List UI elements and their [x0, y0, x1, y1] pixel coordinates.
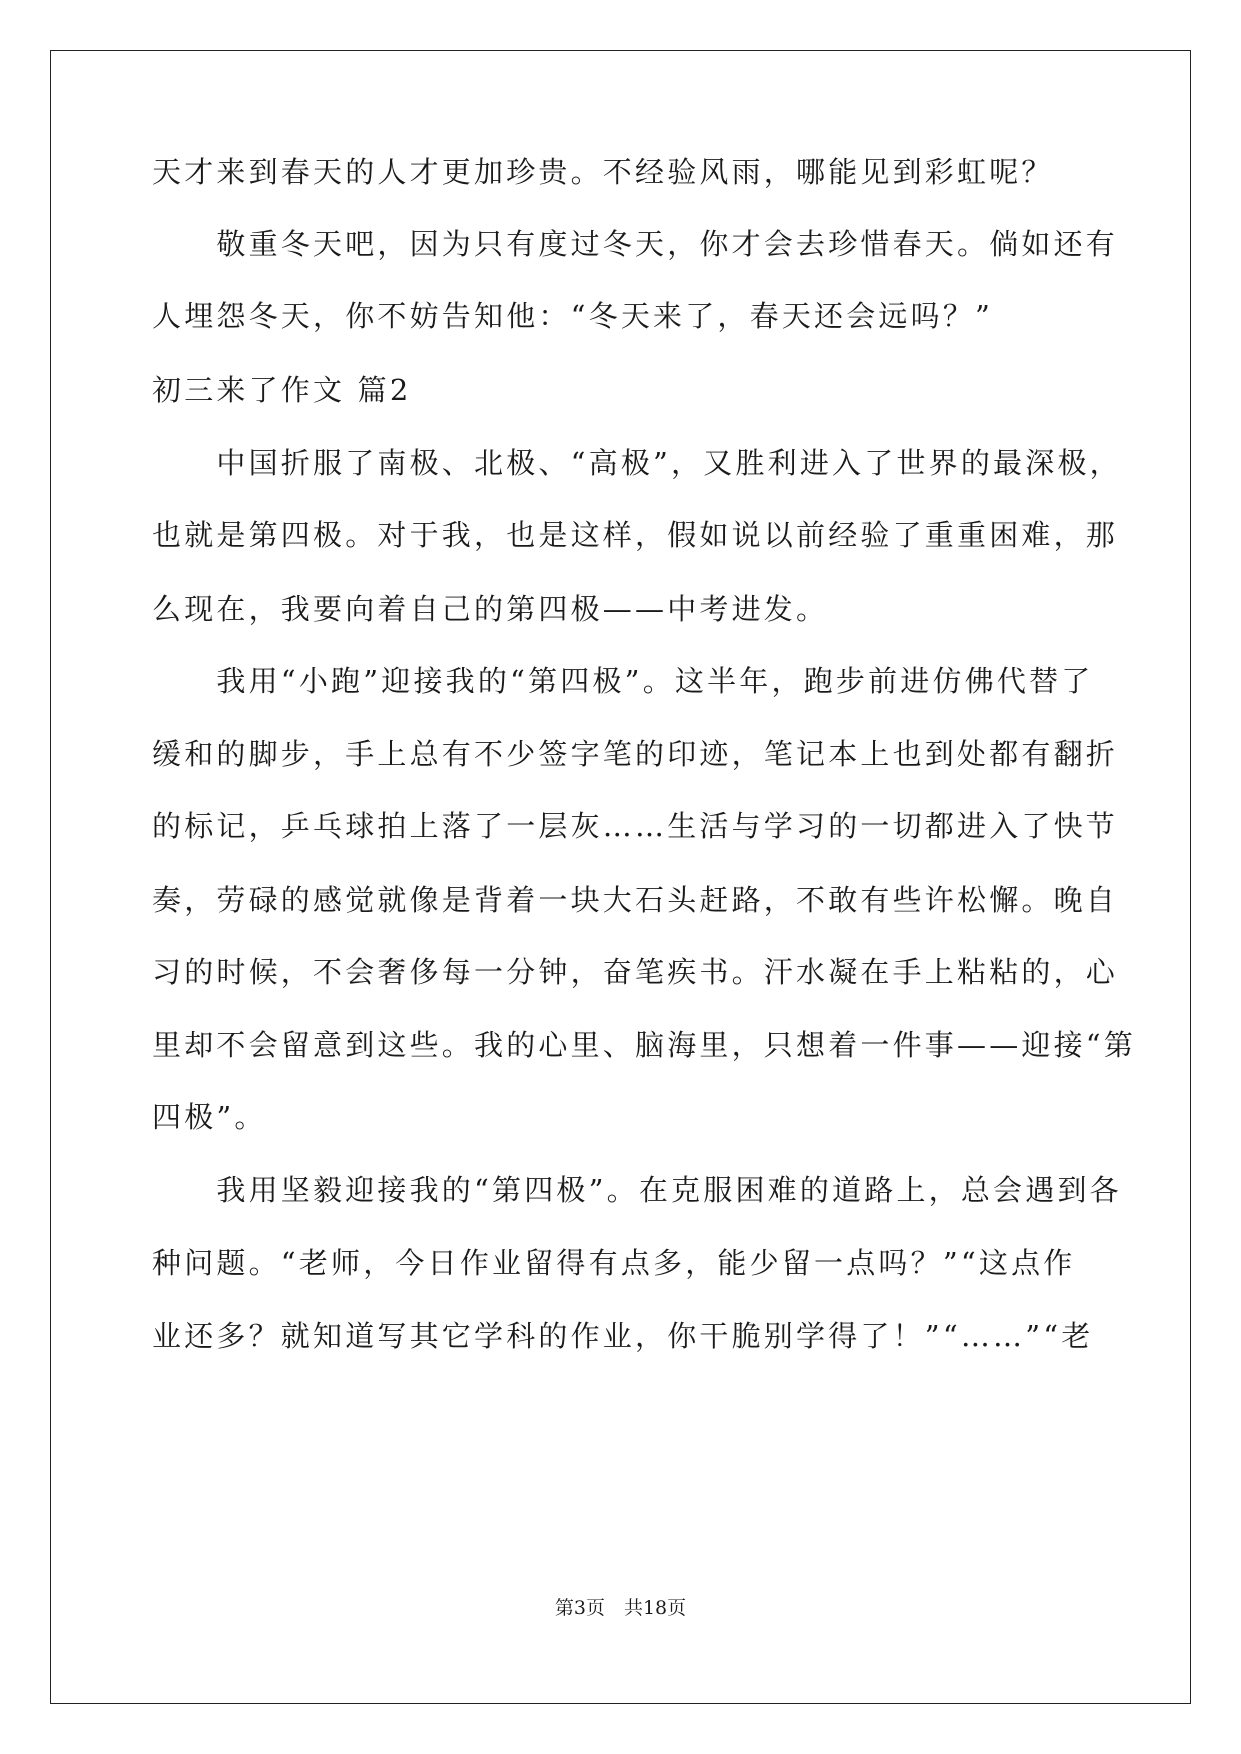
body-line: 敬重冬天吧，因为只有度过冬天，你才会去珍惜春天。倘如还有: [152, 227, 1119, 261]
body-line: 业还多？就知道写其它学科的作业，你干脆别学得了！”“……”“老: [152, 1319, 1094, 1353]
body-line: 我用坚毅迎接我的“第四极”。在克服困难的道路上，总会遇到各: [152, 1173, 1122, 1207]
body-line: 习的时候，不会奢侈每一分钟，奋笔疾书。汗水凝在手上粘粘的，心: [152, 955, 1119, 989]
body-line: 的标记，乒乓球拍上落了一层灰……生活与学习的一切都进入了快节: [152, 809, 1119, 843]
body-line: 缓和的脚步，手上总有不少签字笔的印迹，笔记本上也到处都有翻折: [152, 737, 1119, 771]
body-line: 中国折服了南极、北极、“高极”，又胜利进入了世界的最深极，: [152, 446, 1122, 480]
body-line: 人埋怨冬天，你不妨告知他：“冬天来了，春天还会远吗？”: [152, 299, 994, 333]
body-line: 里却不会留意到这些。我的心里、脑海里，只想着一件事——迎接“第: [152, 1028, 1137, 1062]
page-number-footer: 第3页 共18页: [554, 1597, 687, 1619]
body-line: 天才来到春天的人才更加珍贵。不经验风雨，哪能见到彩虹呢？: [152, 155, 1054, 189]
body-line: 么现在，我要向着自己的第四极——中考进发。: [152, 592, 829, 626]
body-line: 四极”。: [152, 1100, 267, 1134]
body-line: 奏，劳碌的感觉就像是背着一块大石头赶路，不敢有些许松懈。晚自: [152, 883, 1119, 917]
section-heading: 初三来了作文 篇2: [152, 373, 412, 407]
body-line: 我用“小跑”迎接我的“第四极”。这半年，跑步前进仿佛代替了: [152, 664, 1094, 698]
body-line: 种问题。“老师，今日作业留得有点多，能少留一点吗？”“这点作: [152, 1246, 1076, 1280]
body-line: 也就是第四极。对于我，也是这样，假如说以前经验了重重困难，那: [152, 518, 1119, 552]
